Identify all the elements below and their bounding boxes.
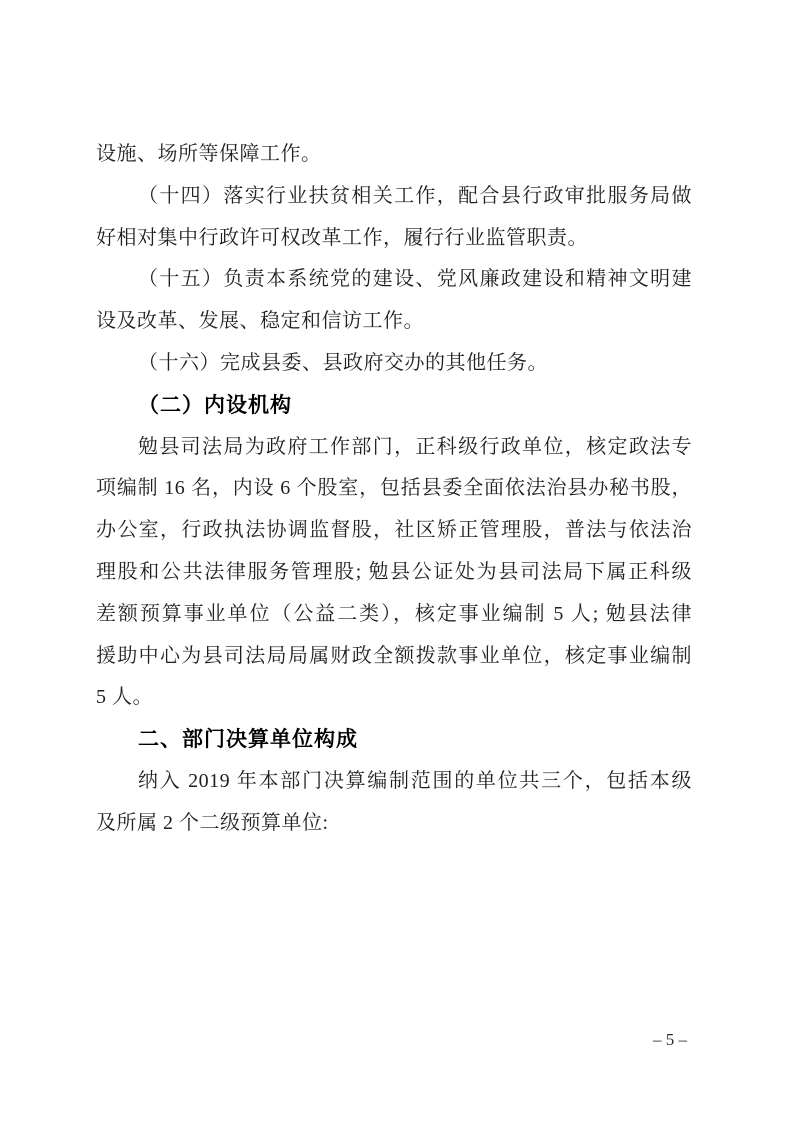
paragraph-line: 援助中心为县司法局局属财政全额拨款事业单位，核定事业编制 — [96, 644, 692, 667]
paragraph-line: 勉县司法局为政府工作部门，正科级行政单位，核定政法专 — [138, 435, 692, 458]
paragraph-line: 5 人。 — [96, 686, 153, 709]
paragraph-line: 纳入 2019 年本部门决算编制范围的单位共三个，包括本级 — [138, 769, 692, 792]
paragraph-line: 好相对集中行政许可权改革工作，履行行业监管职责。 — [96, 226, 588, 249]
paragraph-line: （十五）负责本系统党的建设、党风廉政建设和精神文明建 — [138, 268, 692, 291]
paragraph-line: 差额预算事业单位（公益二类），核定事业编制 5 人; 勉县法律 — [96, 602, 692, 625]
document-body — [96, 134, 692, 845]
page-number: – 5 – — [653, 1030, 687, 1049]
paragraph-line: 办公室，行政执法协调监督股，社区矫正管理股，普法与依法治 — [96, 519, 692, 542]
paragraph-line: 设施、场所等保障工作。 — [96, 143, 322, 165]
paragraph-line: 项编制 16 名，内设 6 个股室，包括县委全面依法治县办秘书股， — [96, 477, 692, 500]
paragraph-line: （十四）落实行业扶贫相关工作，配合县行政审批服务局做 — [138, 184, 692, 207]
paragraph-line: 及所属 2 个二级预算单位: — [96, 811, 329, 834]
paragraph-line: （十六）完成县委、县政府交办的其他任务。 — [138, 351, 548, 374]
section-heading-internal-structure: （二）内设机构 — [138, 393, 292, 417]
paragraph-line: 理股和公共法律服务管理股; 勉县公证处为县司法局下属正科级 — [96, 560, 692, 583]
paragraph-line: 设及改革、发展、稳定和信访工作。 — [96, 310, 424, 333]
section-heading-unit-composition: 二、部门决算单位构成 — [138, 728, 358, 752]
